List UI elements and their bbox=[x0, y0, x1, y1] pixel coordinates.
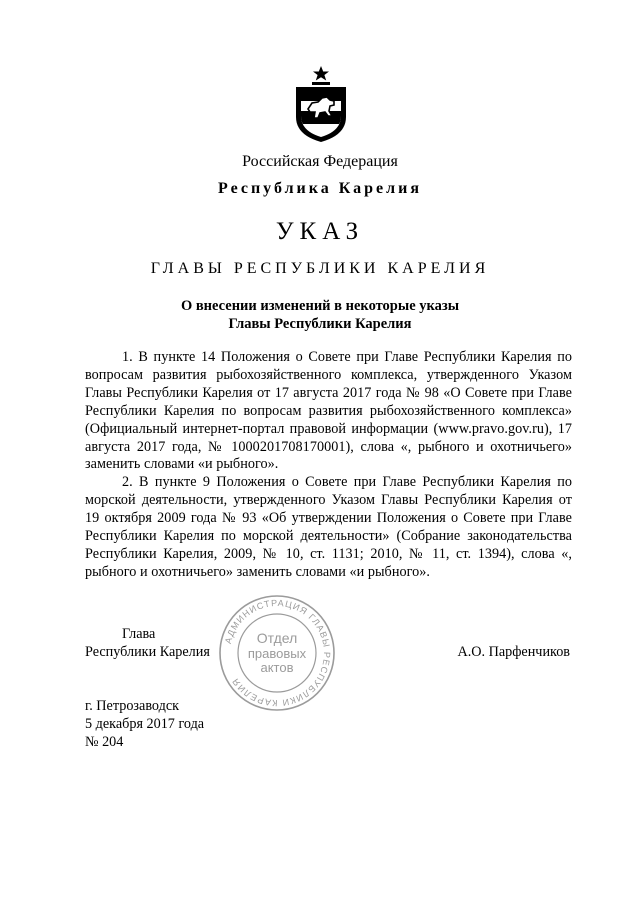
stamp-outer-text: АДМИНИСТРАЦИЯ ГЛАВЫ РЕСПУБЛИКИ КАРЕЛИЯ bbox=[222, 597, 333, 709]
stamp-line-2: правовых bbox=[247, 646, 307, 661]
stamp-line-1: Отдел bbox=[256, 630, 298, 646]
signatory-title bbox=[85, 626, 210, 662]
document-type: УКАЗ bbox=[275, 218, 365, 245]
subject-line-2: Главы Республики Карелия bbox=[228, 316, 412, 332]
issuer-title: ГЛАВЫ РЕСПУБЛИКИ КАРЕЛИЯ bbox=[150, 260, 490, 277]
decree-footer bbox=[85, 698, 204, 752]
decree-number: № 204 bbox=[85, 733, 124, 750]
decree-body bbox=[85, 349, 572, 582]
paragraph-1: 1. В пункте 14 Положения о Совете при Главе Республики Карелия по вопросам развития рыбохозяйственного комплекса, утвержденного Указом Главы Республики Карелия от 17 августа 2017 года № 98 «О Совете при Главе Республики Карелия по вопросам развития рыбохозяйственного комплекса» (Официальный интернет-портал правовой информации (www.pravo.gov.ru), 17 августа 2017 года, № 1000201708170001), слова «, рыбного и охотничьего» заменить словами «и рыбного». bbox=[85, 349, 572, 473]
signatory-title-line-2: Республики Карелия bbox=[85, 643, 210, 660]
signatory-name: А.О. Парфенчиков bbox=[457, 644, 570, 660]
republic-of-karelia-coat-of-arms-icon bbox=[292, 65, 350, 143]
republic-name: Республика Карелия bbox=[218, 180, 422, 197]
signatory-title-line-1: Глава bbox=[122, 626, 156, 642]
paragraph-2: 2. В пункте 9 Положения о Совете при Главе Республики Карелия по морской деятельности, утвержденного Указом Главы Республики Карелия от 19 октября 2009 года № 93 «Об утверждении Положения о Совете при Главе Республики Карелия по морской деятельности» (Собрание законодательства Республики Карелия, 2009, № 10, ст. 1131; 2010, № 11, ст. 1394), слова «, рыбного и охотничьего» заменить словами «и рыбного». bbox=[85, 474, 572, 580]
issue-city: г. Петрозаводск bbox=[85, 698, 180, 714]
subject-line-1: О внесении изменений в некоторые указы bbox=[180, 298, 460, 314]
decree-subject bbox=[0, 297, 640, 333]
country-name: Российская Федерация bbox=[242, 153, 398, 170]
issue-date: 5 декабря 2017 года bbox=[85, 715, 205, 732]
legal-department-stamp bbox=[218, 594, 336, 712]
stamp-line-3: актов bbox=[260, 660, 294, 675]
